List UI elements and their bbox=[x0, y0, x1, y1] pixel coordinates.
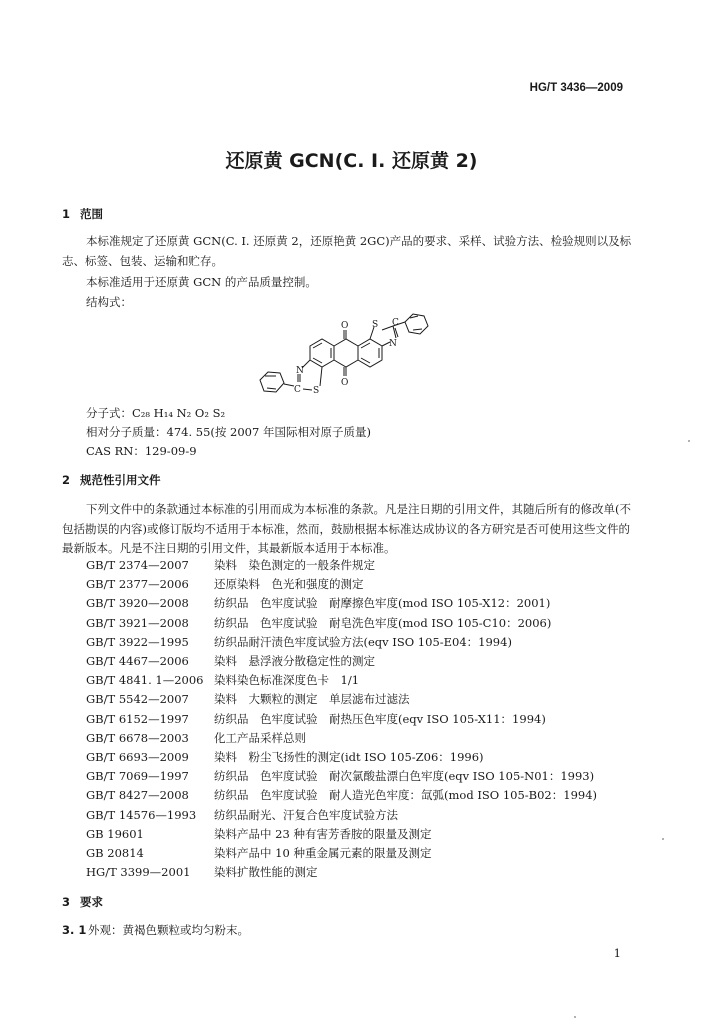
reference-desc: 纺织品 色牢度试验 耐热压色牢度(eqv ISO 105-X11：1994) bbox=[214, 711, 546, 726]
reference-desc: 染料产品中 10 种重金属元素的限量及测定 bbox=[214, 846, 432, 861]
reference-list bbox=[86, 556, 597, 882]
molecular-weight: 相对分子质量：474. 55(按 2007 年国际相对原子质量) bbox=[86, 425, 371, 439]
requirement-3-1 bbox=[62, 922, 249, 938]
requirement-3-1-text: 外观：黄褐色颗粒或均匀粉末。 bbox=[88, 923, 249, 937]
atom-o-top: O bbox=[341, 321, 349, 331]
page-number: 1 bbox=[613, 946, 621, 960]
reference-code: GB/T 6678—2003 bbox=[86, 730, 189, 745]
reference-desc: 还原染料 色光和强度的测定 bbox=[214, 577, 364, 592]
reference-code: GB/T 3920—2008 bbox=[86, 596, 189, 611]
section-3-heading bbox=[62, 894, 103, 910]
reference-item bbox=[86, 863, 597, 882]
requirement-3-1-number: 3. 1 bbox=[62, 923, 87, 937]
reference-item bbox=[86, 767, 597, 786]
section-2-title: 规范性引用文件 bbox=[80, 473, 161, 487]
reference-code: GB/T 14576—1993 bbox=[86, 807, 197, 822]
reference-desc: 纺织品耐汗渍色牢度试验方法(eqv ISO 105-E04：1994) bbox=[214, 634, 512, 649]
atom-s-top: S bbox=[372, 320, 379, 330]
reference-item bbox=[86, 825, 597, 844]
reference-code: GB 19601 bbox=[86, 826, 144, 841]
reference-desc: 纺织品 色牢度试验 耐次氯酸盐漂白色牢度(eqv ISO 105-N01：1993) bbox=[214, 769, 595, 784]
atom-o-bottom: O bbox=[341, 378, 349, 388]
reference-item bbox=[86, 690, 597, 709]
cas-number: CAS RN：129-09-9 bbox=[86, 444, 197, 458]
scope-applicability: 本标准适用于还原黄 GCN 的产品质量控制。 bbox=[86, 275, 317, 289]
atom-c-bottom: C bbox=[294, 385, 301, 395]
phenyl-top bbox=[405, 314, 428, 334]
reference-item bbox=[86, 575, 597, 594]
reference-item bbox=[86, 594, 597, 613]
reference-item bbox=[86, 729, 597, 748]
normative-references-paragraph: 下列文件中的条款通过本标准的引用而成为本标准的条款。凡是注日期的引用文件，其随后所有的修改单(不包括勘误的内容)或修订版均不适用于本标准，然而，鼓励根据本标准达成协议的各方研究是否可使用这些文件的最新版本。凡是不注日期的引用文件，其最新版本适用于本标准。 bbox=[62, 502, 631, 555]
reference-item bbox=[86, 671, 597, 690]
reference-desc: 染料染色标准深度色卡 1/1 bbox=[214, 673, 360, 688]
reference-desc: 染料产品中 23 种有害芳香胺的限量及测定 bbox=[214, 826, 432, 841]
reference-item bbox=[86, 614, 597, 633]
reference-desc: 纺织品 色牢度试验 耐人造光色牢度：氙弧(mod ISO 105-B02：1994) bbox=[214, 788, 598, 803]
reference-code: GB/T 3922—1995 bbox=[86, 634, 189, 649]
reference-code: GB/T 7069—1997 bbox=[86, 769, 189, 784]
atom-c-top: C bbox=[392, 318, 399, 328]
reference-code: GB/T 4467—2006 bbox=[86, 654, 189, 669]
reference-code: GB/T 6693—2009 bbox=[86, 750, 189, 765]
reference-desc: 纺织品 色牢度试验 耐摩擦色牢度(mod ISO 105-X12：2001) bbox=[214, 596, 551, 611]
section-1-number: 1 bbox=[62, 207, 71, 221]
scan-speck bbox=[688, 440, 690, 442]
section-3-number: 3 bbox=[62, 895, 71, 909]
ring-center bbox=[334, 339, 358, 367]
reference-item bbox=[86, 748, 597, 767]
scan-speck bbox=[574, 1016, 576, 1018]
reference-code: GB/T 5542—2007 bbox=[86, 692, 189, 707]
atom-s-bottom: S bbox=[313, 386, 320, 396]
section-3-title: 要求 bbox=[80, 895, 103, 909]
reference-code: GB 20814 bbox=[86, 846, 144, 861]
reference-code: GB/T 4841. 1—2006 bbox=[86, 673, 204, 688]
scope-paragraph: 本标准规定了还原黄 GCN(C. I. 还原黄 2，还原艳黄 2GC)产品的要求、采样、试验方法、检验规则以及标志、标签、包装、运输和贮存。 bbox=[62, 234, 632, 268]
reference-desc: 染料 悬浮液分散稳定性的测定 bbox=[214, 654, 375, 669]
atom-n-bottom: N bbox=[296, 366, 304, 376]
reference-code: HG/T 3399—2001 bbox=[86, 865, 191, 880]
reference-desc: 纺织品 色牢度试验 耐皂洗色牢度(mod ISO 105-C10：2006) bbox=[214, 615, 552, 630]
structural-formula bbox=[250, 310, 440, 402]
reference-desc: 纺织品耐光、汗复合色牢度试验方法 bbox=[214, 807, 398, 822]
molecular-formula: 分子式：C₂₈ H₁₄ N₂ O₂ S₂ bbox=[86, 406, 226, 420]
section-1-title: 范围 bbox=[80, 207, 103, 221]
standard-code: HG/T 3436—2009 bbox=[529, 82, 623, 94]
reference-item bbox=[86, 844, 597, 863]
atom-n-top: N bbox=[389, 339, 397, 349]
reference-code: GB/T 6152—1997 bbox=[86, 711, 189, 726]
section-1-heading bbox=[62, 206, 103, 222]
page-title: 还原黄 GCN(C. I. 还原黄 2) bbox=[225, 150, 478, 172]
reference-item bbox=[86, 786, 597, 805]
section-2-number: 2 bbox=[62, 473, 71, 487]
reference-item bbox=[86, 806, 597, 825]
reference-desc: 染料 粉尘飞扬性的测定(idt ISO 105-Z06：1996) bbox=[214, 750, 484, 765]
reference-code: GB/T 8427—2008 bbox=[86, 788, 189, 803]
reference-desc: 染料 大颗粒的测定 单层滤布过滤法 bbox=[214, 692, 410, 707]
scan-speck bbox=[662, 838, 664, 840]
reference-item bbox=[86, 710, 597, 729]
reference-desc: 染料 染色测定的一般条件规定 bbox=[214, 558, 375, 572]
reference-code: GB/T 2374—2007 bbox=[86, 558, 189, 572]
reference-item bbox=[86, 556, 597, 575]
reference-desc: 化工产品采样总则 bbox=[214, 730, 306, 745]
reference-code: GB/T 3921—2008 bbox=[86, 615, 189, 630]
reference-desc: 染料扩散性能的测定 bbox=[214, 865, 318, 880]
reference-item bbox=[86, 633, 597, 652]
reference-code: GB/T 2377—2006 bbox=[86, 577, 189, 592]
section-2-heading bbox=[62, 472, 161, 488]
reference-item bbox=[86, 652, 597, 671]
structure-label: 结构式： bbox=[86, 295, 132, 309]
